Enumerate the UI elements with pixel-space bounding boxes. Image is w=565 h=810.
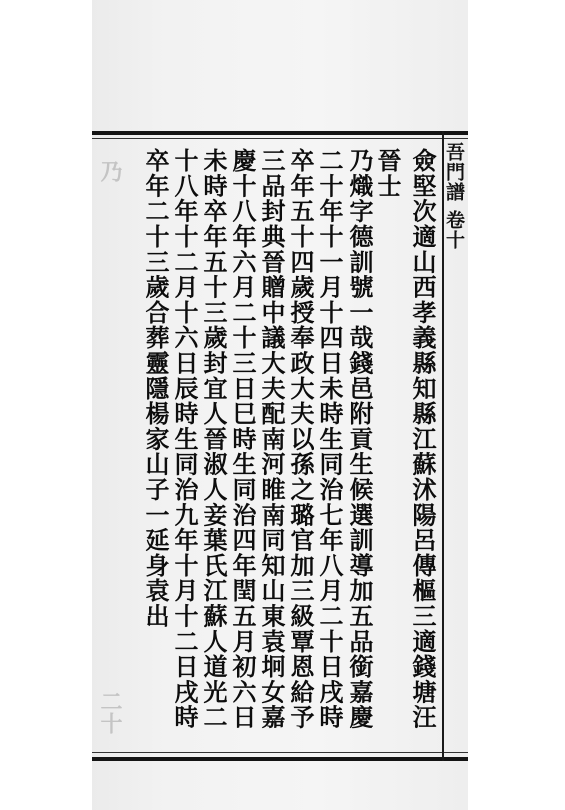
bleed-through-text-top: 乃 [97,160,123,182]
text-column-8: 未時卒年五十三歲封宜人晉淑人妾葉氏江蘇人道光二 [199,148,228,730]
text-column-3: 乃熾字德訓號一哉錢邑附貢生候選訓導加五品銜嘉慶 [345,148,374,730]
text-column-6: 三品封典晉贈中議大夫配南河睢南同知山東袁坰女嘉 [257,148,286,730]
top-border-thin-rule [92,138,468,139]
top-border-rule [92,131,468,135]
bottom-border-thin-rule [92,752,468,753]
bottom-border-rule [92,757,468,761]
bleed-through-text-bottom: 二十 [97,690,123,734]
text-column-9: 十八年十二月十六日辰時生同治九年十月十二日戌時 [170,148,199,730]
text-column-10: 卒年二十三歲合葬靈隱楊家山子一延身袁出 [141,148,170,629]
text-column-5: 卒年五十四歲授奉政大夫以孫之璐官加三級覃恩給予 [286,148,315,730]
gutter-book-title: 吾門譜 卷十 [443,142,465,250]
text-column-4: 二十年十一月十四日未時生同治七年八月二十日戌時 [315,148,344,730]
text-column-2: 晉士 [373,148,402,199]
text-column-1: 僉堅次適山西孝義縣知縣江蘇沭陽呂傳樞三適錢塘汪 [408,148,437,730]
text-column-7: 慶十八年六月二十三日巳時生同治四年閏五月初六日 [228,148,257,730]
